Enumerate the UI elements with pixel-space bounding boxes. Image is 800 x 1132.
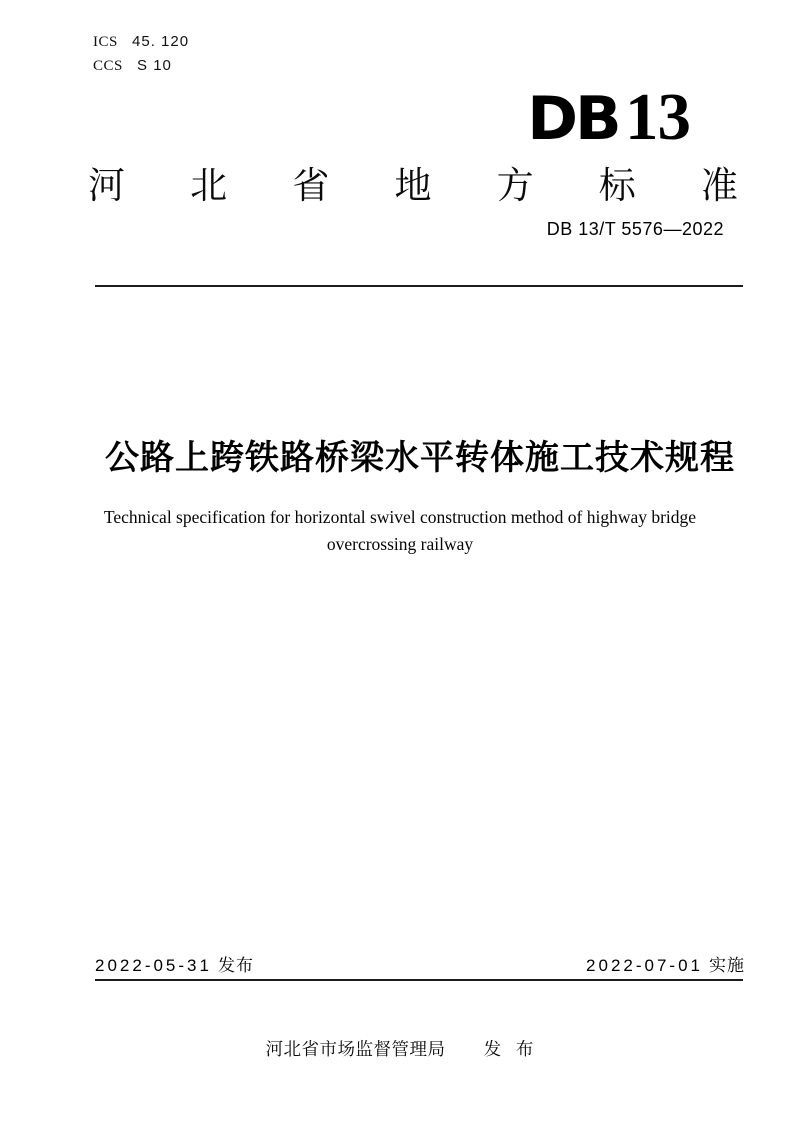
- document-title-english: [40, 504, 760, 558]
- implementation-date-label: 实施: [709, 956, 745, 975]
- ics-label: ICS: [93, 34, 118, 50]
- ics-code-line: [93, 30, 189, 54]
- standard-type-char: 方: [496, 165, 534, 206]
- footer-rule: [95, 979, 743, 981]
- publisher-name: 河北省市场监督管理局: [265, 1039, 446, 1059]
- db13-logo-number: 13: [625, 80, 690, 154]
- dates-row: [95, 951, 745, 976]
- implementation-date: 2022-07-01: [586, 956, 703, 975]
- ccs-value: S 10: [137, 57, 172, 74]
- classification-codes: [93, 30, 189, 78]
- header-rule: [95, 285, 743, 287]
- standard-type-char: 地: [394, 165, 432, 206]
- ccs-label: CCS: [93, 58, 123, 74]
- document-title-chinese: 公路上跨铁路桥梁水平转体施工技术规程: [105, 439, 735, 477]
- document-title-english-line2: overcrossing railway: [326, 534, 474, 554]
- standard-type-heading: [88, 155, 738, 209]
- ccs-code-line: [93, 54, 189, 78]
- db13-logo-db-text: DB: [527, 84, 619, 154]
- publisher-line: [0, 1036, 800, 1061]
- standard-code: DB 13/T 5576—2022: [546, 219, 724, 239]
- ics-value: 45. 120: [132, 33, 190, 50]
- db13-logo: [527, 80, 690, 154]
- publish-action-label: 发 布: [483, 1039, 535, 1059]
- standard-type-char: 标: [598, 165, 636, 206]
- standard-type-char: 河: [88, 165, 125, 206]
- issue-date-group: [95, 951, 254, 976]
- standard-type-char: 准: [700, 165, 738, 206]
- implementation-date-group: [586, 951, 745, 976]
- standard-type-char: 省: [292, 165, 330, 206]
- standard-type-char: 北: [190, 165, 228, 206]
- issue-date-label: 发布: [217, 956, 254, 975]
- document-title-english-line1: Technical specification for horizontal swivel construction method of highway bridge: [103, 507, 697, 527]
- issue-date: 2022-05-31: [95, 956, 212, 975]
